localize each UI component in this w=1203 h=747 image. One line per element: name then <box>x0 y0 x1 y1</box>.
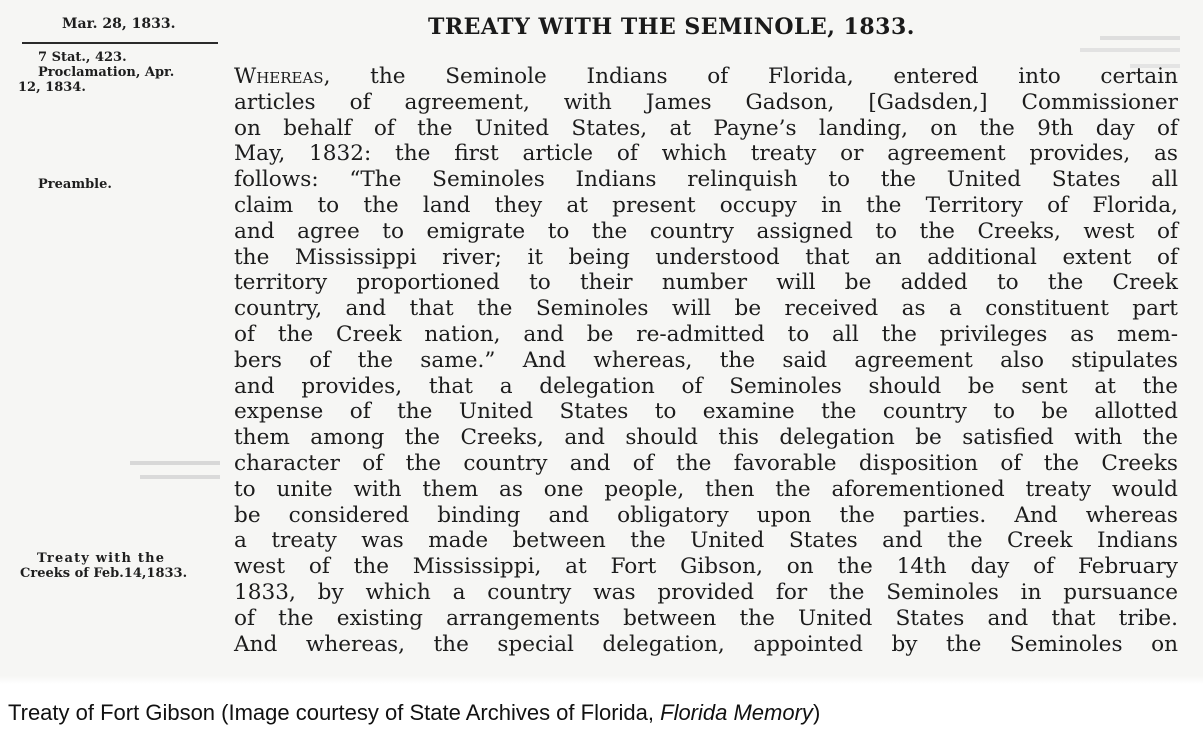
body-line: and provides, that a delegation of Seminoles should be sent at the <box>234 373 1178 399</box>
treaty-note-line1: Treaty with the <box>37 551 166 566</box>
body-line: west of the Mississippi, at Fort Gibson, on the 14th day of February <box>234 554 1178 580</box>
statute-reference: 7 Stat., 423. <box>38 50 127 65</box>
bleed-through-mark <box>20 455 225 495</box>
body-line: of the Creek nation, and be re-admitted to all the privileges as mem- <box>234 321 1178 347</box>
caption-source-italic: Florida Memory <box>660 700 813 725</box>
body-line: them among the Creeks, and should this delegation be satisfied with the <box>234 425 1178 451</box>
treaty-note-line2: Creeks of Feb.14,1833. <box>20 566 188 581</box>
body-line: territory proportioned to their number will be added to the Creek <box>234 270 1178 296</box>
margin-statute-note <box>18 50 223 95</box>
body-line: bers of the same.” And whereas, the said agreement also stipulates <box>234 347 1178 373</box>
proclamation-line: Proclamation, Apr. <box>38 65 175 80</box>
body-line: the Mississippi river; it being understood that an additional extent of <box>234 244 1178 270</box>
body-line: May, 1832: the first article of which treaty or agreement provides, as <box>234 141 1178 167</box>
body-line: Whereas, the Seminole Indians of Florida, entered into certain <box>234 64 1178 89</box>
margin-treaty-note <box>20 551 225 581</box>
body-line: character of the country and of the favorable disposition of the Creeks <box>234 450 1178 476</box>
caption-close: ) <box>812 700 821 725</box>
body-line: And whereas, the special delegation, appointed by the Seminoles on <box>234 631 1178 657</box>
bleed-through-scribble <box>20 455 225 495</box>
body-line: follows: “The Seminoles Indians relinquish to the United States all <box>234 167 1178 193</box>
page-title: TREATY WITH THE SEMINOLE, 1833. <box>428 14 915 40</box>
margin-preamble-note: Preamble. <box>38 177 112 192</box>
body-line: articles of agreement, with James Gadson, [Gadsden,] Commissioner <box>234 89 1178 115</box>
proclamation-date: 12, 1834. <box>18 80 86 95</box>
body-line: 1833, by which a country was provided for the Seminoles in pursuance <box>234 579 1178 605</box>
body-line: be considered binding and obligatory upon the parties. And whereas <box>234 502 1178 528</box>
margin-rule <box>22 42 218 44</box>
treaty-body-text <box>234 64 1178 657</box>
body-line: country, and that the Seminoles will be received as a constituent part <box>234 296 1178 322</box>
whereas-smallcaps: Whereas <box>234 64 324 89</box>
body-line: expense of the United States to examine the country to be allotted <box>234 399 1178 425</box>
body-line: to unite with them as one people, then the aforementioned treaty would <box>234 476 1178 502</box>
body-line: of the existing arrangements between the United States and that tribe. <box>234 605 1178 631</box>
margin-date: Mar. 28, 1833. <box>62 16 176 32</box>
body-line: and agree to emigrate to the country assigned to the Creeks, west of <box>234 218 1178 244</box>
caption-text: Treaty of Fort Gibson (Image courtesy of State Archives of Florida, <box>8 700 661 725</box>
image-caption <box>8 700 820 726</box>
scan-edge <box>0 676 1203 684</box>
body-line: a treaty was made between the United States and the Creek Indians <box>234 528 1178 554</box>
body-line: on behalf of the United States, at Payne’s landing, on the 9th day of <box>234 115 1178 141</box>
body-line: claim to the land they at present occupy in the Territory of Florida, <box>234 192 1178 218</box>
